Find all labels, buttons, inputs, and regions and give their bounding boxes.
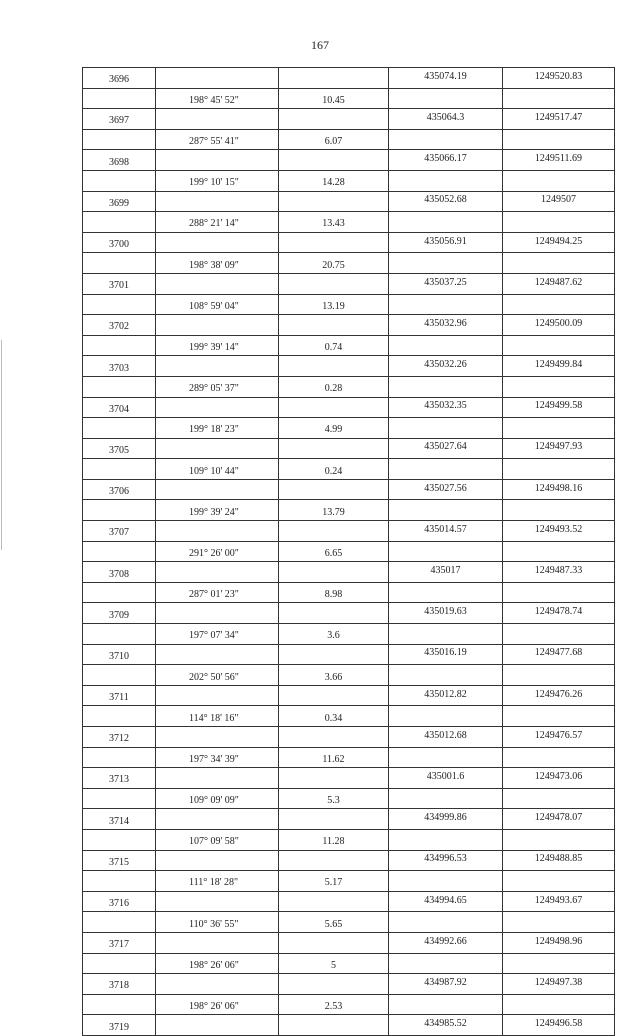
distance-cell xyxy=(279,974,389,995)
distance-cell: 13.19 xyxy=(279,294,389,315)
northing-cell xyxy=(389,88,503,109)
northing-cell: 434992.66 xyxy=(389,932,503,953)
station-cell: 3716 xyxy=(83,891,156,912)
bearing-cell xyxy=(156,315,279,336)
northing-cell xyxy=(389,829,503,850)
leg-row xyxy=(83,706,615,727)
station-cell xyxy=(83,335,156,356)
bearing-cell: 109° 10' 44" xyxy=(156,459,279,480)
distance-cell xyxy=(279,685,389,706)
station-cell xyxy=(83,541,156,562)
station-cell: 3696 xyxy=(83,68,156,89)
easting-cell xyxy=(503,912,615,933)
bearing-cell xyxy=(156,397,279,418)
distance-cell xyxy=(279,438,389,459)
bearing-cell: 287° 01' 23" xyxy=(156,582,279,603)
point-row xyxy=(83,850,615,871)
bearing-cell: 198° 26' 06" xyxy=(156,994,279,1015)
leg-row xyxy=(83,624,615,645)
distance-cell xyxy=(279,232,389,253)
point-row xyxy=(83,521,615,542)
bearing-cell xyxy=(156,727,279,748)
easting-cell xyxy=(503,294,615,315)
station-cell: 3706 xyxy=(83,479,156,500)
distance-cell xyxy=(279,809,389,830)
station-cell xyxy=(83,253,156,274)
easting-cell xyxy=(503,88,615,109)
leg-row xyxy=(83,912,615,933)
northing-cell: 435074.19 xyxy=(389,68,503,89)
easting-cell xyxy=(503,253,615,274)
station-cell xyxy=(83,994,156,1015)
northing-cell: 435012.82 xyxy=(389,685,503,706)
distance-cell xyxy=(279,68,389,89)
northing-cell xyxy=(389,376,503,397)
northing-cell: 434985.52 xyxy=(389,1015,503,1036)
bearing-cell xyxy=(156,932,279,953)
northing-cell: 435017 xyxy=(389,562,503,583)
easting-cell xyxy=(503,747,615,768)
distance-cell xyxy=(279,521,389,542)
bearing-cell: 199° 39' 14" xyxy=(156,335,279,356)
easting-cell: 1249488.85 xyxy=(503,850,615,871)
northing-cell: 434999.86 xyxy=(389,809,503,830)
station-cell: 3718 xyxy=(83,974,156,995)
leg-row xyxy=(83,541,615,562)
bearing-cell xyxy=(156,809,279,830)
northing-cell xyxy=(389,665,503,686)
bearing-cell xyxy=(156,150,279,171)
bearing-cell: 197° 07' 34" xyxy=(156,624,279,645)
distance-cell: 0.28 xyxy=(279,376,389,397)
station-cell: 3714 xyxy=(83,809,156,830)
point-row xyxy=(83,974,615,995)
station-cell xyxy=(83,170,156,191)
easting-cell xyxy=(503,335,615,356)
distance-cell xyxy=(279,273,389,294)
bearing-cell xyxy=(156,974,279,995)
distance-cell xyxy=(279,727,389,748)
easting-cell: 1249487.33 xyxy=(503,562,615,583)
point-row xyxy=(83,809,615,830)
station-cell: 3702 xyxy=(83,315,156,336)
leg-row xyxy=(83,953,615,974)
station-cell xyxy=(83,418,156,439)
easting-cell xyxy=(503,541,615,562)
leg-row xyxy=(83,129,615,150)
easting-cell xyxy=(503,624,615,645)
easting-cell xyxy=(503,871,615,892)
station-cell xyxy=(83,706,156,727)
station-cell: 3697 xyxy=(83,109,156,130)
distance-cell xyxy=(279,397,389,418)
northing-cell: 435037.25 xyxy=(389,273,503,294)
leg-row xyxy=(83,788,615,809)
easting-cell: 1249478.74 xyxy=(503,603,615,624)
distance-cell: 5.3 xyxy=(279,788,389,809)
easting-cell: 1249487.62 xyxy=(503,273,615,294)
bearing-cell xyxy=(156,191,279,212)
leg-row xyxy=(83,500,615,521)
bearing-cell: 111° 18' 28" xyxy=(156,871,279,892)
leg-row xyxy=(83,170,615,191)
station-cell xyxy=(83,871,156,892)
northing-cell: 435027.64 xyxy=(389,438,503,459)
point-row xyxy=(83,438,615,459)
station-cell xyxy=(83,212,156,233)
distance-cell: 20.75 xyxy=(279,253,389,274)
station-cell xyxy=(83,829,156,850)
leg-row xyxy=(83,665,615,686)
northing-cell xyxy=(389,871,503,892)
bearing-cell: 198° 38' 09" xyxy=(156,253,279,274)
northing-cell xyxy=(389,129,503,150)
station-cell xyxy=(83,788,156,809)
northing-cell xyxy=(389,294,503,315)
point-row xyxy=(83,562,615,583)
coordinate-table-body xyxy=(83,68,615,1036)
northing-cell: 434996.53 xyxy=(389,850,503,871)
station-cell xyxy=(83,376,156,397)
point-row xyxy=(83,191,615,212)
easting-cell: 1249499.58 xyxy=(503,397,615,418)
bearing-cell xyxy=(156,68,279,89)
bearing-cell: 198° 26' 06" xyxy=(156,953,279,974)
easting-cell xyxy=(503,953,615,974)
bearing-cell: 289° 05' 37" xyxy=(156,376,279,397)
distance-cell: 13.79 xyxy=(279,500,389,521)
bearing-cell xyxy=(156,644,279,665)
northing-cell xyxy=(389,953,503,974)
point-row xyxy=(83,479,615,500)
distance-cell: 14.28 xyxy=(279,170,389,191)
easting-cell xyxy=(503,788,615,809)
station-cell: 3711 xyxy=(83,685,156,706)
distance-cell xyxy=(279,644,389,665)
bearing-cell xyxy=(156,273,279,294)
point-row xyxy=(83,1015,615,1036)
leg-row xyxy=(83,829,615,850)
easting-cell: 1249493.52 xyxy=(503,521,615,542)
bearing-cell xyxy=(156,232,279,253)
northing-cell xyxy=(389,582,503,603)
bearing-cell xyxy=(156,356,279,377)
northing-cell: 435014.57 xyxy=(389,521,503,542)
distance-cell xyxy=(279,850,389,871)
easting-cell xyxy=(503,665,615,686)
easting-cell: 1249497.93 xyxy=(503,438,615,459)
coordinate-table xyxy=(82,67,615,1036)
easting-cell xyxy=(503,582,615,603)
easting-cell: 1249476.57 xyxy=(503,727,615,748)
easting-cell xyxy=(503,376,615,397)
northing-cell xyxy=(389,335,503,356)
point-row xyxy=(83,932,615,953)
bearing-cell: 107° 09' 58" xyxy=(156,829,279,850)
distance-cell: 8.98 xyxy=(279,582,389,603)
bearing-cell: 114° 18' 16" xyxy=(156,706,279,727)
bearing-cell xyxy=(156,521,279,542)
easting-cell xyxy=(503,994,615,1015)
station-cell: 3701 xyxy=(83,273,156,294)
station-cell xyxy=(83,294,156,315)
station-cell xyxy=(83,88,156,109)
easting-cell: 1249511.69 xyxy=(503,150,615,171)
distance-cell: 10.45 xyxy=(279,88,389,109)
station-cell: 3707 xyxy=(83,521,156,542)
leg-row xyxy=(83,376,615,397)
northing-cell xyxy=(389,170,503,191)
northing-cell xyxy=(389,994,503,1015)
easting-cell xyxy=(503,170,615,191)
distance-cell xyxy=(279,1015,389,1036)
station-cell xyxy=(83,912,156,933)
easting-cell: 1249520.83 xyxy=(503,68,615,89)
bearing-cell xyxy=(156,891,279,912)
point-row xyxy=(83,768,615,789)
station-cell xyxy=(83,500,156,521)
station-cell: 3715 xyxy=(83,850,156,871)
bearing-cell: 287° 55' 41" xyxy=(156,129,279,150)
northing-cell xyxy=(389,212,503,233)
bearing-cell: 202° 50' 56" xyxy=(156,665,279,686)
point-row xyxy=(83,109,615,130)
easting-cell: 1249477.68 xyxy=(503,644,615,665)
leg-row xyxy=(83,294,615,315)
distance-cell xyxy=(279,191,389,212)
bearing-cell: 198° 45' 52" xyxy=(156,88,279,109)
distance-cell: 6.07 xyxy=(279,129,389,150)
distance-cell: 5 xyxy=(279,953,389,974)
distance-cell: 0.24 xyxy=(279,459,389,480)
point-row xyxy=(83,356,615,377)
northing-cell: 435064.3 xyxy=(389,109,503,130)
northing-cell xyxy=(389,788,503,809)
distance-cell xyxy=(279,932,389,953)
easting-cell: 1249498.96 xyxy=(503,932,615,953)
distance-cell: 3.6 xyxy=(279,624,389,645)
distance-cell: 13.43 xyxy=(279,212,389,233)
bearing-cell: 199° 18' 23" xyxy=(156,418,279,439)
distance-cell xyxy=(279,315,389,336)
distance-cell: 4.99 xyxy=(279,418,389,439)
easting-cell: 1249500.09 xyxy=(503,315,615,336)
northing-cell: 435016.19 xyxy=(389,644,503,665)
northing-cell xyxy=(389,747,503,768)
station-cell: 3719 xyxy=(83,1015,156,1036)
northing-cell: 434994.65 xyxy=(389,891,503,912)
easting-cell: 1249473.06 xyxy=(503,768,615,789)
bearing-cell: 109° 09' 09" xyxy=(156,788,279,809)
distance-cell xyxy=(279,150,389,171)
station-cell xyxy=(83,459,156,480)
northing-cell: 435056.91 xyxy=(389,232,503,253)
northing-cell xyxy=(389,912,503,933)
easting-cell: 1249493.67 xyxy=(503,891,615,912)
station-cell: 3704 xyxy=(83,397,156,418)
easting-cell: 1249476.26 xyxy=(503,685,615,706)
easting-cell: 1249496.58 xyxy=(503,1015,615,1036)
bearing-cell: 199° 10' 15" xyxy=(156,170,279,191)
bearing-cell xyxy=(156,603,279,624)
bearing-cell xyxy=(156,438,279,459)
northing-cell: 435019.63 xyxy=(389,603,503,624)
easting-cell: 1249499.84 xyxy=(503,356,615,377)
bearing-cell: 288° 21' 14" xyxy=(156,212,279,233)
northing-cell: 435052.68 xyxy=(389,191,503,212)
leg-row xyxy=(83,253,615,274)
northing-cell: 435066.17 xyxy=(389,150,503,171)
leg-row xyxy=(83,459,615,480)
station-cell xyxy=(83,624,156,645)
northing-cell xyxy=(389,500,503,521)
northing-cell: 435032.26 xyxy=(389,356,503,377)
easting-cell: 1249498.16 xyxy=(503,479,615,500)
station-cell: 3713 xyxy=(83,768,156,789)
northing-cell: 435027.56 xyxy=(389,479,503,500)
northing-cell: 435001.6 xyxy=(389,768,503,789)
bearing-cell: 197° 34' 39" xyxy=(156,747,279,768)
bearing-cell xyxy=(156,479,279,500)
point-row xyxy=(83,150,615,171)
station-cell xyxy=(83,129,156,150)
distance-cell xyxy=(279,356,389,377)
northing-cell xyxy=(389,418,503,439)
distance-cell: 0.34 xyxy=(279,706,389,727)
bearing-cell xyxy=(156,768,279,789)
station-cell: 3710 xyxy=(83,644,156,665)
bearing-cell xyxy=(156,109,279,130)
easting-cell xyxy=(503,129,615,150)
point-row xyxy=(83,603,615,624)
station-cell xyxy=(83,747,156,768)
northing-cell: 435012.68 xyxy=(389,727,503,748)
station-cell: 3708 xyxy=(83,562,156,583)
point-row xyxy=(83,891,615,912)
leg-row xyxy=(83,418,615,439)
page-number: 167 xyxy=(311,38,329,52)
distance-cell xyxy=(279,479,389,500)
bearing-cell: 199° 39' 24" xyxy=(156,500,279,521)
bearing-cell: 110° 36' 55" xyxy=(156,912,279,933)
distance-cell: 0.74 xyxy=(279,335,389,356)
station-cell: 3699 xyxy=(83,191,156,212)
distance-cell: 6.65 xyxy=(279,541,389,562)
bearing-cell xyxy=(156,562,279,583)
distance-cell: 5.65 xyxy=(279,912,389,933)
bearing-cell: 291° 26' 00" xyxy=(156,541,279,562)
distance-cell: 5.17 xyxy=(279,871,389,892)
easting-cell: 1249497.38 xyxy=(503,974,615,995)
station-cell: 3698 xyxy=(83,150,156,171)
leg-row xyxy=(83,582,615,603)
leg-row xyxy=(83,88,615,109)
bearing-cell xyxy=(156,1015,279,1036)
station-cell xyxy=(83,665,156,686)
point-row xyxy=(83,685,615,706)
northing-cell xyxy=(389,253,503,274)
northing-cell xyxy=(389,541,503,562)
station-cell: 3705 xyxy=(83,438,156,459)
point-row xyxy=(83,232,615,253)
distance-cell xyxy=(279,891,389,912)
bearing-cell: 108° 59' 04" xyxy=(156,294,279,315)
point-row xyxy=(83,315,615,336)
easting-cell xyxy=(503,212,615,233)
distance-cell: 3.66 xyxy=(279,665,389,686)
station-cell xyxy=(83,582,156,603)
easting-cell xyxy=(503,829,615,850)
point-row xyxy=(83,397,615,418)
distance-cell xyxy=(279,603,389,624)
leg-row xyxy=(83,994,615,1015)
distance-cell xyxy=(279,562,389,583)
easting-cell: 1249517.47 xyxy=(503,109,615,130)
easting-cell xyxy=(503,706,615,727)
easting-cell: 1249494.25 xyxy=(503,232,615,253)
easting-cell: 1249507 xyxy=(503,191,615,212)
easting-cell xyxy=(503,459,615,480)
leg-row xyxy=(83,747,615,768)
distance-cell: 2.53 xyxy=(279,994,389,1015)
easting-cell xyxy=(503,500,615,521)
point-row xyxy=(83,644,615,665)
station-cell: 3703 xyxy=(83,356,156,377)
station-cell: 3717 xyxy=(83,932,156,953)
bearing-cell xyxy=(156,685,279,706)
northing-cell: 435032.96 xyxy=(389,315,503,336)
distance-cell: 11.62 xyxy=(279,747,389,768)
scan-margin-mark xyxy=(1,340,2,550)
distance-cell xyxy=(279,768,389,789)
point-row xyxy=(83,727,615,748)
easting-cell: 1249478.07 xyxy=(503,809,615,830)
leg-row xyxy=(83,871,615,892)
northing-cell xyxy=(389,459,503,480)
station-cell: 3709 xyxy=(83,603,156,624)
northing-cell: 434987.92 xyxy=(389,974,503,995)
easting-cell xyxy=(503,418,615,439)
bearing-cell xyxy=(156,850,279,871)
northing-cell xyxy=(389,706,503,727)
station-cell: 3700 xyxy=(83,232,156,253)
northing-cell xyxy=(389,624,503,645)
leg-row xyxy=(83,212,615,233)
station-cell: 3712 xyxy=(83,727,156,748)
distance-cell: 11.28 xyxy=(279,829,389,850)
station-cell xyxy=(83,953,156,974)
distance-cell xyxy=(279,109,389,130)
point-row xyxy=(83,68,615,89)
leg-row xyxy=(83,335,615,356)
point-row xyxy=(83,273,615,294)
northing-cell: 435032.35 xyxy=(389,397,503,418)
